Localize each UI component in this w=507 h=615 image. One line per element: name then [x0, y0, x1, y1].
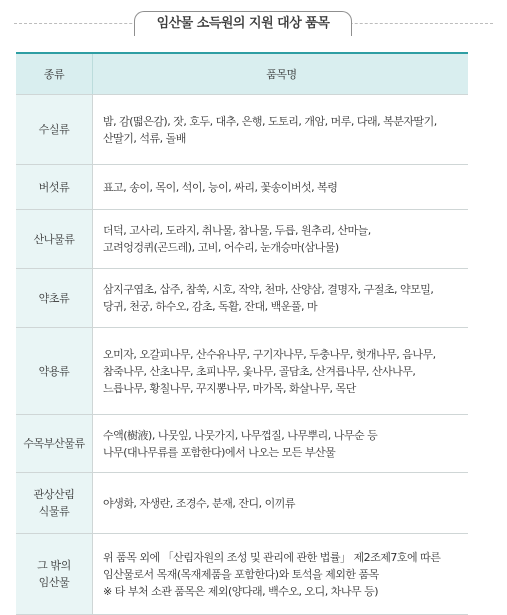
row-kind	[16, 473, 92, 533]
title-area	[0, 0, 507, 40]
row-items-line: 느릅나무, 황칠나무, 꾸지뽕나무, 마가목, 화살나무, 목단	[103, 381, 356, 395]
row-kind	[16, 269, 92, 327]
row-kind	[16, 210, 92, 268]
table-row	[16, 269, 468, 328]
table-row	[16, 210, 468, 269]
row-kind-line: 산나물류	[33, 232, 75, 246]
table-row	[16, 165, 468, 210]
row-kind-line: 약초류	[38, 291, 70, 305]
row-kind-line: 수목부산물류	[23, 437, 85, 450]
row-items-line: 나무(대나무류를 포함한다)에서 나오는 모든 부산물	[103, 445, 336, 459]
row-items-line: 삼지구엽초, 삽주, 참쑥, 시호, 작약, 천마, 산양삼, 결명자, 구절초, 약모밀,	[103, 283, 434, 296]
table-row	[16, 415, 468, 473]
row-items-line: 더덕, 고사리, 도라지, 취나물, 참나물, 두릅, 원추리, 산마늘,	[103, 224, 371, 237]
row-items-line: 참죽나무, 산초나무, 초피나무, 옻나무, 골담초, 산겨릅나무, 산사나무,	[103, 364, 416, 378]
row-items	[92, 269, 468, 327]
row-items-line: 임산물로서 목재(목재제품을 포함한다)와 토석을 제외한 품목	[103, 567, 379, 581]
row-kind	[16, 534, 92, 614]
row-items	[92, 415, 468, 472]
row-kind	[16, 415, 92, 472]
row-kind	[16, 165, 92, 209]
row-items-line: 수액(樹液), 나뭇잎, 나뭇가지, 나무껍질, 나무뿌리, 나무순 등	[103, 428, 378, 442]
row-items-line: ※ 타 부처 소관 품목은 제외(양다래, 백수오, 오디, 차나무 등)	[103, 584, 379, 598]
support-items-table	[16, 52, 468, 615]
row-items-line: 오미자, 오갈피나무, 산수유나무, 구기자나무, 두충나무, 헛개나무, 음나무,	[103, 347, 436, 361]
row-items-line: 당귀, 천궁, 하수오, 감초, 독활, 잔대, 백운풀, 마	[103, 300, 318, 313]
table-row	[16, 473, 468, 534]
row-items	[92, 473, 468, 533]
table-row	[16, 95, 468, 165]
row-kind	[16, 328, 92, 414]
table-header-row	[16, 54, 468, 95]
row-items-line: 야생화, 자생란, 조경수, 분재, 잔디, 이끼류	[103, 496, 295, 510]
row-kind-lines	[37, 557, 71, 591]
row-kind-line: 관상산림	[33, 488, 75, 501]
header-kind: 종류	[43, 67, 65, 81]
row-kind-line: 식물류	[38, 505, 70, 518]
table-row	[16, 534, 468, 615]
page-title: 임산물 소득원의 지원 대상 품목	[134, 11, 352, 36]
row-kind-line: 버섯류	[38, 180, 70, 194]
row-items-line: 산딸기, 석류, 돌배	[103, 131, 186, 145]
row-items-line: 밤, 감(떫은감), 잣, 호두, 대추, 은행, 도토리, 개암, 머루, 다래, 복분자딸기,	[103, 114, 437, 128]
row-items	[92, 328, 468, 414]
row-items	[92, 534, 468, 614]
row-kind-line: 수실류	[38, 123, 70, 136]
row-kind	[16, 95, 92, 164]
table-row	[16, 328, 468, 415]
header-items: 품목명	[92, 54, 468, 94]
row-items-line: 표고, 송이, 목이, 석이, 능이, 싸리, 꽃송이버섯, 복령	[103, 180, 338, 194]
row-kind-line: 그 밖의	[37, 559, 71, 572]
row-items-line: 위 품목 외에 「산림자원의 조성 및 관리에 관한 법률」 제2조제7호에 따른	[103, 550, 441, 564]
row-kind-lines	[34, 486, 75, 520]
row-items	[92, 210, 468, 268]
row-kind-line: 약용류	[38, 364, 70, 378]
row-kind-line: 임산물	[38, 576, 70, 589]
row-items-line: 고려엉겅퀴(곤드레), 고비, 어수리, 눈개승마(삼나물)	[103, 241, 339, 254]
row-items	[92, 95, 468, 164]
row-items	[92, 165, 468, 209]
